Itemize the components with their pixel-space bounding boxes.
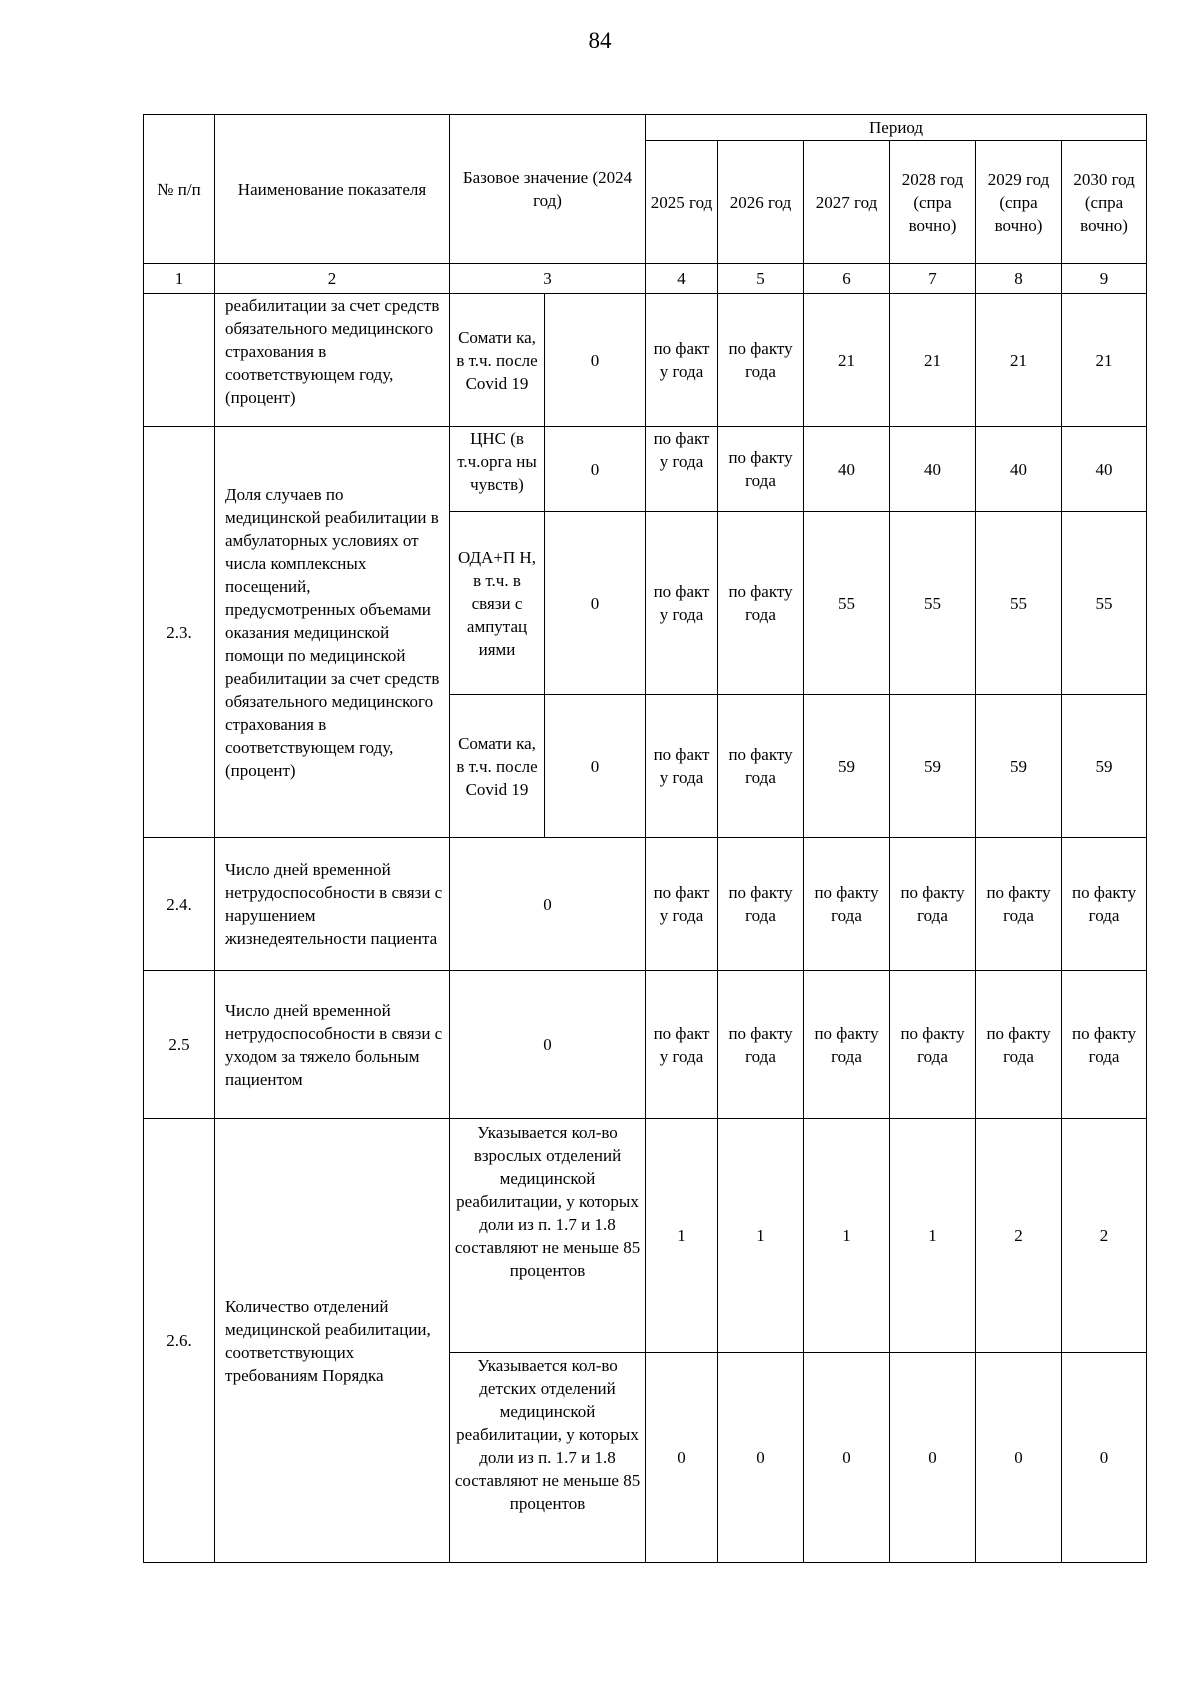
base-value: Указывается кол-во детских отделений медицинской реабилитации, у которых доли из п. 1.7 и 1.8 составляют не меньше 85 процентов — [450, 1353, 646, 1563]
table-row — [144, 1119, 1147, 1353]
value-cell: 59 — [976, 695, 1062, 838]
col-number: 1 — [144, 264, 215, 294]
value-cell: по факту года — [890, 838, 976, 971]
value-cell: 0 — [1062, 1353, 1147, 1563]
base-value: 0 — [450, 971, 646, 1119]
value-cell: по факту года — [718, 294, 804, 427]
header-period: Период — [646, 115, 1147, 141]
value-cell: по факт у года — [646, 294, 718, 427]
header-name: Наименование показателя — [215, 115, 450, 264]
col-number: 5 — [718, 264, 804, 294]
indicator-name: Число дней временной нетрудоспособности в связи с уходом за тяжело больным пациентом — [215, 971, 450, 1119]
row-num: 2.4. — [144, 838, 215, 971]
value-cell: по факту года — [718, 838, 804, 971]
col-number: 7 — [890, 264, 976, 294]
value-cell: 0 — [718, 1353, 804, 1563]
value-cell: 55 — [976, 512, 1062, 695]
value-cell: по факту года — [718, 427, 804, 512]
header-year: 2025 год — [646, 141, 718, 264]
indicator-name: реабилитации за счет средств обязательного медицинского страхования в соответствующем году, (процент) — [215, 294, 450, 427]
col-number: 3 — [450, 264, 646, 294]
value-cell: по факту года — [890, 971, 976, 1119]
header-year: 2030 год (спра вочно) — [1062, 141, 1147, 264]
header-year: 2029 год (спра вочно) — [976, 141, 1062, 264]
value-cell: 55 — [1062, 512, 1147, 695]
category-cell: ОДА+П Н, в т.ч. в связи с ампутац иями — [450, 512, 545, 695]
category-cell: ЦНС (в т.ч.орга ны чувств) — [450, 427, 545, 512]
value-cell: по факту года — [804, 838, 890, 971]
category-cell: Сомати ка, в т.ч. после Covid 19 — [450, 294, 545, 427]
value-cell: 1 — [804, 1119, 890, 1353]
base-value: 0 — [545, 427, 646, 512]
value-cell: по факт у года — [646, 838, 718, 971]
value-cell: 0 — [976, 1353, 1062, 1563]
value-cell: 0 — [804, 1353, 890, 1563]
value-cell: по факт у года — [646, 512, 718, 695]
base-value: 0 — [545, 695, 646, 838]
table-row — [144, 294, 1147, 427]
header-year: 2027 год — [804, 141, 890, 264]
category-cell: Сомати ка, в т.ч. после Covid 19 — [450, 695, 545, 838]
value-cell: 1 — [890, 1119, 976, 1353]
value-cell: по факт у года — [646, 427, 718, 512]
value-cell: 2 — [976, 1119, 1062, 1353]
header-year: 2028 год (спра вочно) — [890, 141, 976, 264]
value-cell: 55 — [890, 512, 976, 695]
header-num: № п/п — [144, 115, 215, 264]
row-num: 2.6. — [144, 1119, 215, 1563]
value-cell: по факту года — [1062, 971, 1147, 1119]
base-value: 0 — [545, 294, 646, 427]
value-cell: по факту года — [718, 695, 804, 838]
row-num — [144, 294, 215, 427]
value-cell: 55 — [804, 512, 890, 695]
col-number: 6 — [804, 264, 890, 294]
value-cell: по факт у года — [646, 695, 718, 838]
value-cell: по факт у года — [646, 971, 718, 1119]
row-num: 2.5 — [144, 971, 215, 1119]
table-row — [144, 971, 1147, 1119]
header-base: Базовое значение (2024 год) — [450, 115, 646, 264]
table-row — [144, 838, 1147, 971]
col-number: 9 — [1062, 264, 1147, 294]
value-cell: по факту года — [976, 971, 1062, 1119]
value-cell: 1 — [718, 1119, 804, 1353]
value-cell: 21 — [976, 294, 1062, 427]
indicator-name: Доля случаев по медицинской реабилитации в амбулаторных условиях от числа комплексных посещений, предусмотренных объемами оказания медицинской помощи по медицинской реабилитации за счет средств обязательного медицинского страхования в соответствующем году, (процент) — [215, 427, 450, 838]
value-cell: 59 — [804, 695, 890, 838]
value-cell: по факту года — [976, 838, 1062, 971]
col-number: 8 — [976, 264, 1062, 294]
col-number: 4 — [646, 264, 718, 294]
value-cell: 1 — [646, 1119, 718, 1353]
value-cell: 0 — [646, 1353, 718, 1563]
value-cell: по факту года — [718, 971, 804, 1119]
value-cell: 21 — [1062, 294, 1147, 427]
value-cell: 21 — [804, 294, 890, 427]
value-cell: по факту года — [718, 512, 804, 695]
value-cell: 21 — [890, 294, 976, 427]
header-row — [144, 115, 1147, 141]
base-value: 0 — [545, 512, 646, 695]
value-cell: 0 — [890, 1353, 976, 1563]
value-cell: 2 — [1062, 1119, 1147, 1353]
table-row — [144, 427, 1147, 512]
row-num: 2.3. — [144, 427, 215, 838]
value-cell: 59 — [890, 695, 976, 838]
value-cell: 40 — [1062, 427, 1147, 512]
column-numbers-row — [144, 264, 1147, 294]
value-cell: 59 — [1062, 695, 1147, 838]
value-cell: по факту года — [804, 971, 890, 1119]
header-year: 2026 год — [718, 141, 804, 264]
indicator-name: Количество отделений медицинской реабилитации, соответствующих требованиям Порядка — [215, 1119, 450, 1563]
value-cell: по факту года — [1062, 838, 1147, 971]
indicators-table — [143, 114, 1147, 1563]
value-cell: 40 — [976, 427, 1062, 512]
page-number: 84 — [588, 28, 612, 53]
col-number: 2 — [215, 264, 450, 294]
indicator-name: Число дней временной нетрудоспособности в связи с нарушением жизнедеятельности пациента — [215, 838, 450, 971]
value-cell: 40 — [804, 427, 890, 512]
value-cell: 40 — [890, 427, 976, 512]
base-value: 0 — [450, 838, 646, 971]
base-value: Указывается кол-во взрослых отделений медицинской реабилитации, у которых доли из п. 1.7 и 1.8 составляют не меньше 85 процентов — [450, 1119, 646, 1353]
